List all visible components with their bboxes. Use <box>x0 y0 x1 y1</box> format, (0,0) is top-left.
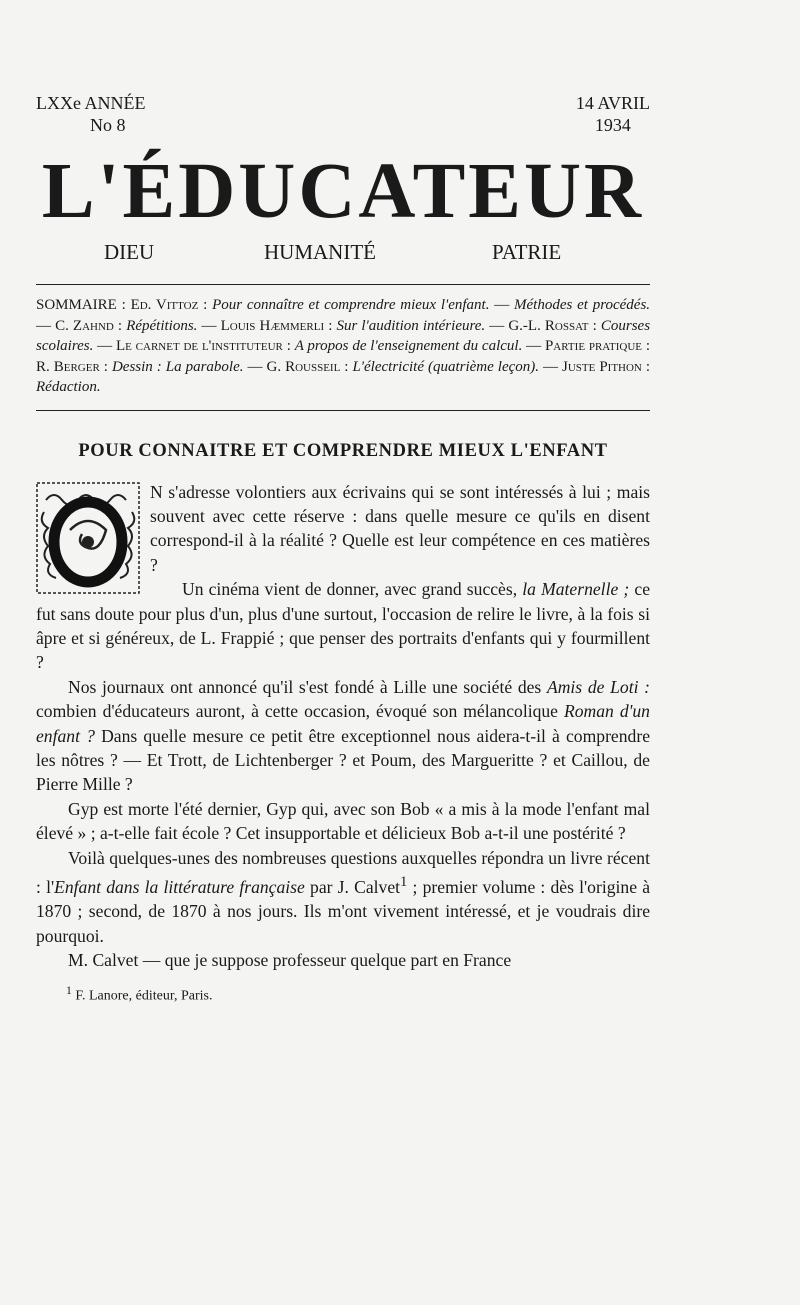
article-title: POUR CONNAITRE ET COMPRENDRE MIEUX L'ENFANT <box>78 440 608 461</box>
toc-title: Répétitions. <box>126 317 198 334</box>
issue-number: No 8 <box>90 115 126 135</box>
toc-title: A propos de l'enseignement du calcul. <box>294 338 523 354</box>
toc-author: R. Berger <box>36 358 100 375</box>
year-date-label: 1934 <box>594 115 631 135</box>
paragraph-text: combien d'éducateurs auront, à cette occasion, évoqué son mélancolique <box>36 701 558 722</box>
article-body <box>36 480 650 973</box>
toc-author: C. Zahnd <box>55 317 114 334</box>
header-divider <box>36 284 650 285</box>
footnote-mark: 1 <box>66 984 72 998</box>
toc-title: Courses scolaires. <box>36 317 651 354</box>
book-title: la Maternelle ; <box>522 579 630 600</box>
toc-title: Sur l'audition intérieure. <box>336 317 486 334</box>
toc-title: Méthodes et procédés. <box>514 297 651 313</box>
issue-header <box>36 92 650 140</box>
paragraph-text: Dans quelle mesure ce petit être exceptionnel nous aidera-t-il à comprendre les nôtres ? — Et Trott, de Lichtenberger ? et Poum, des Margueritte ? et Caillou, de Pierre Mille ? <box>36 725 651 795</box>
book-title: Roman d'un enfant ? <box>36 701 650 746</box>
book-title: Enfant dans la littérature française <box>54 876 305 897</box>
toc-author: Juste Pithon <box>562 358 642 375</box>
paragraph-text: Nos journaux ont annoncé qu'il s'est fondé à Lille une société des <box>68 676 542 697</box>
motto-dieu: DIEU <box>104 240 155 264</box>
lead-letter: N <box>150 481 163 502</box>
paragraph-text: s'adresse volontiers aux écrivains qui se sont intéressés à lui ; mais souvent avec cette réserve : dans quelle mesure ce qu'ils en disent correspond-il à la réalité ? Quelle est leur compétence en ces matières ? <box>150 481 650 575</box>
year-label: LXXe ANNÉE <box>36 93 146 113</box>
footnote-ref: 1 <box>400 874 408 890</box>
sommaire-label: SOMMAIRE : <box>36 297 126 313</box>
issue-date <box>576 92 650 136</box>
toc-author: Partie pratique <box>544 338 643 354</box>
toc-title: Rédaction. <box>36 379 101 395</box>
table-of-contents: SOMMAIRE : Ed. Vittoz : Pour connaître et comprendre mieux l'enfant. — Méthodes et procédés. — C. Zahnd : Répétitions. — Louis Hæmmerli : Sur l'audition intérieure. — G.-L. Rossat : Courses scolaires. — Le carnet de l'instituteur : A propos de l'enseignement du calcul. — Partie pratique : R. Berger : Dessin : La parabole. — G. Rousseil : L'électricité (quatrième leçon). — Juste Pithon : Rédaction. <box>36 297 651 395</box>
toc-author: G.-L. Rossat <box>508 317 589 334</box>
toc-author: Louis Hæmmerli <box>220 317 325 334</box>
toc-author: Ed. Vittoz <box>130 297 199 313</box>
masthead-title: L'ÉDUCATEUR <box>41 148 645 235</box>
paragraph: M. Calvet — que je suppose professeur quelque part en France <box>68 950 512 971</box>
dropcap-letter: O <box>87 553 89 555</box>
issue-info <box>36 92 145 136</box>
paragraph-text: par J. Calvet <box>310 876 401 897</box>
paragraph <box>36 846 650 948</box>
toc-divider <box>36 410 650 411</box>
ornamental-dropcap-icon <box>36 482 140 594</box>
toc-title: Pour connaître et comprendre mieux l'enfant. <box>212 297 490 313</box>
society-name: Amis de Loti : <box>546 676 650 697</box>
motto-humanite: HUMANITÉ <box>264 240 376 264</box>
paragraph-text: ; premier volume : dès l'origine à 1870 ; second, de 1870 à nos jours. Ils m'ont vivement intéressé, et je voudrais dire pourquoi. <box>36 876 651 946</box>
motto-row <box>36 240 650 270</box>
footnote-text: F. Lanore, éditeur, Paris. <box>75 989 213 1005</box>
paragraph <box>36 675 650 797</box>
toc-author: G. Rousseil <box>266 358 341 375</box>
date-label: 14 AVRIL <box>575 93 650 113</box>
paragraph: Gyp est morte l'été dernier, Gyp qui, avec son Bob « a mis à la mode l'enfant mal élevé » ; a-t-elle fait école ? Cet insupportable et délicieux Bob a-t-il une postérité ? <box>36 798 650 844</box>
motto-patrie: PATRIE <box>492 240 562 264</box>
paragraph-text: Voilà quelques-unes des nombreuses questions auxquelles répondra un livre récent : l' <box>36 847 650 897</box>
toc-author: Le carnet de l'instituteur <box>115 338 283 354</box>
paragraph-text: ce fut sans doute pour plus d'un, plus d'une surtout, l'occasion de relire le livre, à la fois si âpre et si généreux, de L. Frappié ; que penser des portraits d'enfants qui y fourmillent ? <box>36 579 651 673</box>
paragraph-text: Un cinéma vient de donner, avec grand succès, <box>182 579 518 600</box>
toc-title: L'électricité (quatrième leçon). <box>352 358 540 375</box>
toc-title: Dessin : La parabole. <box>111 358 244 375</box>
footnote <box>36 984 650 1005</box>
journal-page <box>36 92 650 1005</box>
